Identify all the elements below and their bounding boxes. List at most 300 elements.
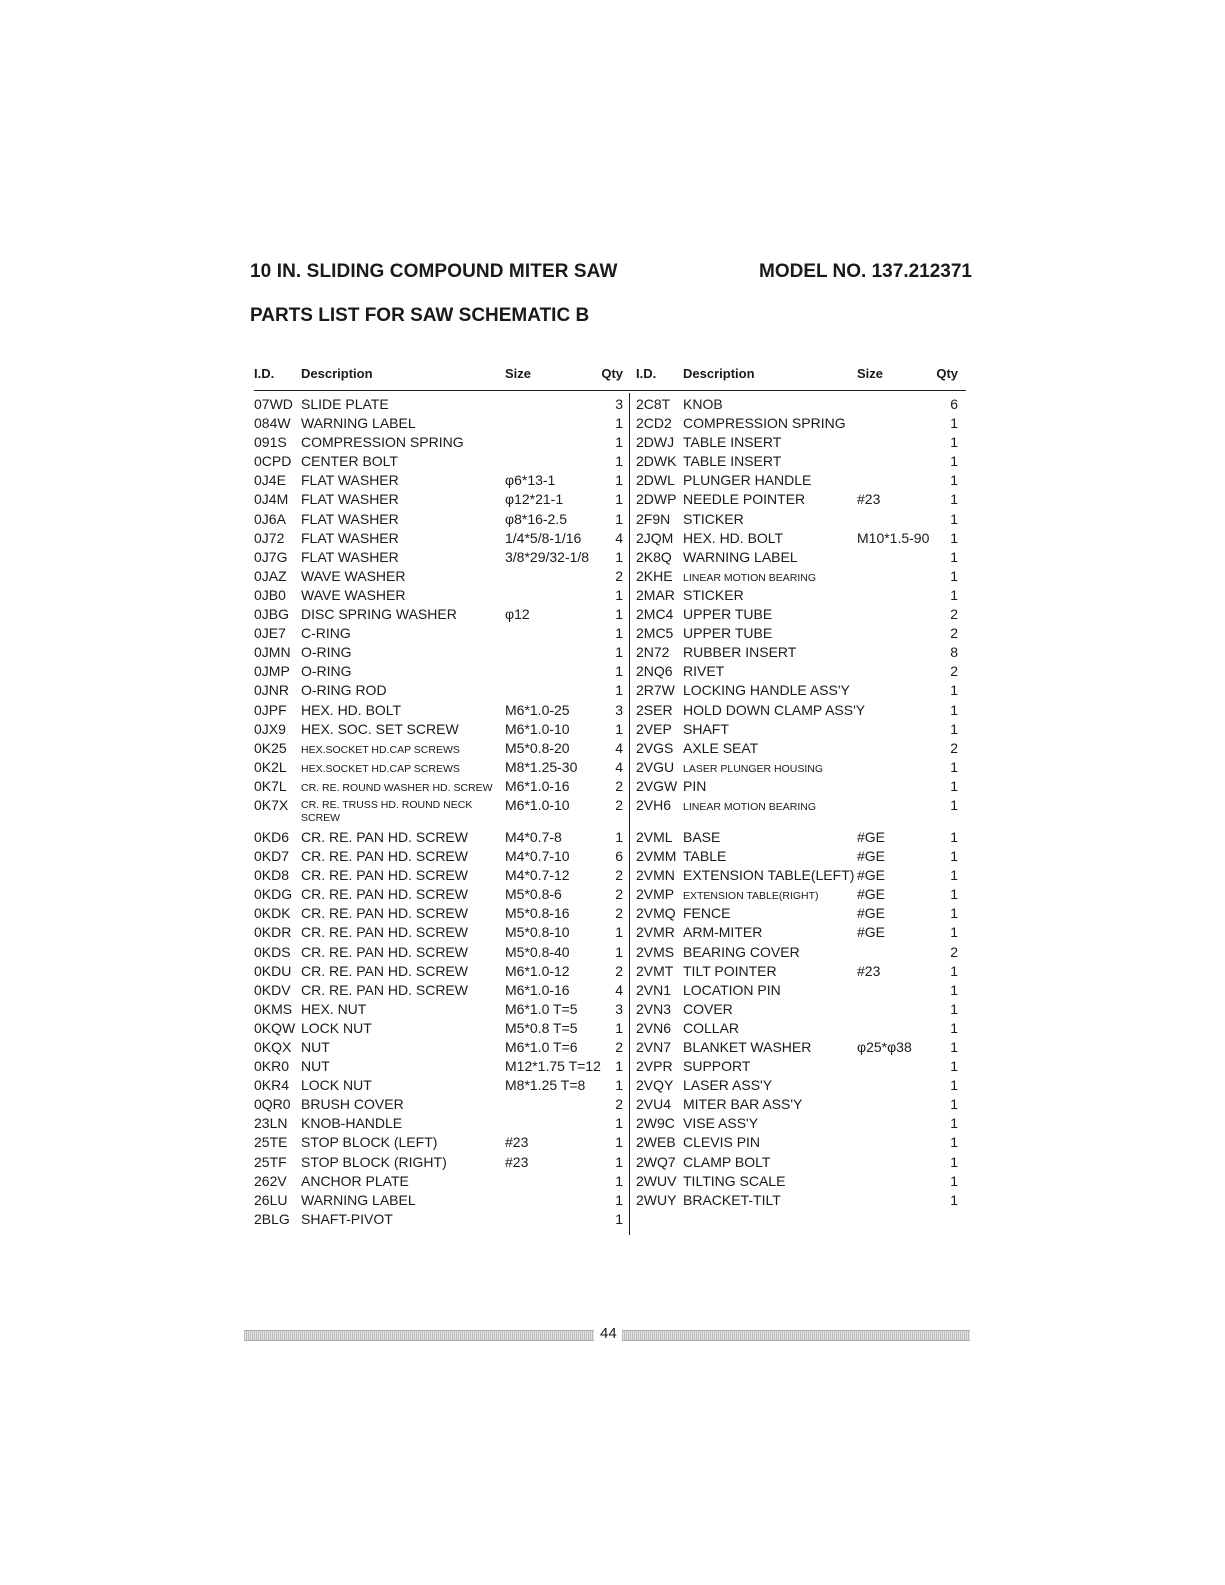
part-id: 25TF bbox=[254, 1153, 287, 1170]
part-id: 23LN bbox=[254, 1115, 288, 1132]
part-id: 2NQ6 bbox=[636, 663, 673, 680]
header-size: Size bbox=[857, 366, 884, 381]
part-id: 2C8T bbox=[636, 396, 671, 412]
part-id: 0KDG bbox=[254, 886, 293, 903]
part-size: M5*0.8 T=5 bbox=[505, 1019, 578, 1036]
part-description: KNOB bbox=[683, 396, 723, 412]
part-size: #GE bbox=[857, 848, 886, 865]
part-qty: 2 bbox=[615, 1039, 623, 1055]
table-row bbox=[636, 922, 966, 941]
part-qty: 1 bbox=[950, 1019, 958, 1036]
part-size: M6*1.0-10 bbox=[505, 720, 570, 737]
part-id: 0JE7 bbox=[254, 625, 286, 642]
part-id: 2KHE bbox=[636, 567, 673, 584]
part-size: #GE bbox=[857, 886, 886, 903]
part-id: 0K25 bbox=[254, 739, 287, 756]
part-description: COMPRESSION SPRING bbox=[301, 434, 464, 451]
part-id: 2VN3 bbox=[636, 1000, 672, 1017]
part-description: BEARING COVER bbox=[683, 943, 800, 960]
part-qty: 1 bbox=[950, 1153, 958, 1170]
part-description: WARNING LABEL bbox=[683, 548, 798, 565]
table-row bbox=[254, 1075, 628, 1094]
part-id: 25TE bbox=[254, 1134, 288, 1151]
part-id: 2JQM bbox=[636, 529, 674, 546]
part-size: φ25*φ38 bbox=[857, 1039, 912, 1055]
part-qty: 1 bbox=[950, 867, 958, 884]
part-description: CR. RE. ROUND WASHER HD. SCREW bbox=[301, 781, 493, 794]
part-description-line: CR. RE. TRUSS HD. ROUND NECK bbox=[301, 798, 473, 811]
part-size: 3/8*29/32-1/8 bbox=[505, 548, 590, 565]
part-qty: 1 bbox=[950, 981, 958, 998]
table-row bbox=[636, 585, 966, 604]
part-qty: 1 bbox=[950, 434, 958, 451]
table-row bbox=[254, 1094, 628, 1113]
part-qty: 1 bbox=[950, 1039, 958, 1055]
part-size: M10*1.5-90 bbox=[857, 529, 930, 546]
parts-list-subtitle: PARTS LIST FOR SAW SCHEMATIC B bbox=[250, 305, 590, 326]
part-description: WARNING LABEL bbox=[301, 1191, 416, 1208]
part-description: ANCHOR PLATE bbox=[301, 1172, 409, 1189]
part-id: 2MC4 bbox=[636, 606, 674, 623]
part-qty: 1 bbox=[615, 1191, 623, 1208]
part-qty: 1 bbox=[950, 796, 958, 813]
part-description: HEX.SOCKET HD.CAP SCREWS bbox=[301, 762, 460, 775]
part-qty: 1 bbox=[615, 1019, 623, 1036]
table-row bbox=[636, 1037, 966, 1056]
part-qty: 2 bbox=[950, 943, 958, 960]
table-row bbox=[636, 623, 966, 642]
part-qty: 1 bbox=[950, 1058, 958, 1075]
part-id: 0KDU bbox=[254, 962, 292, 979]
part-id: 2VMS bbox=[636, 943, 675, 960]
table-row bbox=[636, 942, 966, 961]
column-headers-left bbox=[254, 366, 628, 386]
part-size: #GE bbox=[857, 828, 886, 845]
table-row bbox=[636, 489, 966, 508]
part-qty: 1 bbox=[615, 606, 623, 623]
table-row bbox=[254, 827, 628, 846]
part-qty: 3 bbox=[615, 701, 623, 718]
table-row bbox=[636, 980, 966, 999]
table-row bbox=[636, 757, 966, 776]
part-id: 2W9C bbox=[636, 1115, 675, 1132]
part-id: 0JB0 bbox=[254, 586, 286, 603]
part-id: 0JMP bbox=[254, 663, 290, 680]
part-size: φ6*13-1 bbox=[505, 472, 556, 489]
table-row bbox=[636, 776, 966, 795]
part-qty: 2 bbox=[615, 796, 623, 813]
part-description: FLAT WASHER bbox=[301, 529, 399, 546]
part-qty: 1 bbox=[950, 1096, 958, 1113]
part-size: φ12 bbox=[505, 606, 530, 623]
part-id: 2VU4 bbox=[636, 1096, 672, 1113]
part-size: φ8*16-2.5 bbox=[505, 510, 568, 527]
part-id: 2VMT bbox=[636, 962, 674, 979]
table-row bbox=[636, 528, 966, 547]
part-description: ARM-MITER bbox=[683, 924, 763, 941]
table-row bbox=[254, 489, 628, 508]
table-row bbox=[254, 413, 628, 432]
part-description: BRACKET-TILT bbox=[683, 1191, 781, 1208]
table-row bbox=[254, 451, 628, 470]
part-qty: 1 bbox=[950, 415, 958, 432]
part-description: AXLE SEAT bbox=[683, 739, 759, 756]
part-description: CLEVIS PIN bbox=[683, 1134, 761, 1151]
part-qty: 1 bbox=[615, 828, 623, 845]
table-row bbox=[636, 903, 966, 922]
part-qty: 2 bbox=[950, 663, 958, 680]
part-description: LINEAR MOTION BEARING bbox=[683, 571, 817, 584]
part-id: 0K2L bbox=[254, 758, 287, 775]
part-qty: 1 bbox=[615, 586, 623, 603]
part-id: 0J72 bbox=[254, 529, 285, 546]
part-description: EXTENSION TABLE(LEFT) bbox=[683, 867, 855, 884]
part-id: 0J6A bbox=[254, 510, 286, 527]
part-description: RIVET bbox=[683, 663, 725, 680]
part-qty: 1 bbox=[615, 453, 623, 470]
part-qty: 4 bbox=[615, 981, 623, 998]
part-description: MITER BAR ASS'Y bbox=[683, 1096, 803, 1113]
part-id: 0KQX bbox=[254, 1039, 292, 1055]
part-description: SUPPORT bbox=[683, 1058, 751, 1075]
part-id: 2WEB bbox=[636, 1134, 676, 1151]
table-row bbox=[254, 1113, 628, 1132]
part-size: M5*0.8-40 bbox=[505, 943, 570, 960]
part-description: NEEDLE POINTER bbox=[683, 491, 806, 508]
part-description: COVER bbox=[683, 1000, 733, 1017]
table-row bbox=[636, 394, 966, 413]
table-row bbox=[636, 1190, 966, 1209]
part-qty: 1 bbox=[950, 510, 958, 527]
part-description: TABLE INSERT bbox=[683, 453, 782, 470]
part-qty: 1 bbox=[615, 548, 623, 565]
part-description: DISC SPRING WASHER bbox=[301, 606, 457, 623]
part-qty: 1 bbox=[615, 924, 623, 941]
table-row bbox=[254, 961, 628, 980]
part-id: 0KR0 bbox=[254, 1058, 290, 1075]
part-id: 2DWP bbox=[636, 491, 677, 508]
part-description: O-RING bbox=[301, 663, 352, 680]
part-qty: 1 bbox=[615, 1077, 623, 1094]
table-row bbox=[636, 999, 966, 1018]
part-id: 0JBG bbox=[254, 606, 290, 623]
table-row bbox=[636, 700, 966, 719]
table-row bbox=[636, 604, 966, 623]
parts-table-right bbox=[636, 366, 966, 1208]
part-qty: 1 bbox=[615, 510, 623, 527]
part-description: TABLE bbox=[683, 848, 727, 865]
table-row bbox=[636, 642, 966, 661]
part-description-line: SCREW bbox=[301, 811, 341, 824]
part-qty: 1 bbox=[950, 924, 958, 941]
part-description: FLAT WASHER bbox=[301, 548, 399, 565]
part-id: 2VMP bbox=[636, 886, 675, 903]
part-qty: 1 bbox=[950, 567, 958, 584]
table-row bbox=[254, 1018, 628, 1037]
table-row bbox=[636, 547, 966, 566]
part-description: PLUNGER HANDLE bbox=[683, 472, 812, 489]
part-qty: 1 bbox=[950, 1115, 958, 1132]
part-qty: 1 bbox=[950, 682, 958, 699]
table-row bbox=[636, 1113, 966, 1132]
table-row bbox=[636, 1056, 966, 1075]
part-qty: 1 bbox=[950, 828, 958, 845]
table-row bbox=[254, 1056, 628, 1075]
part-size: #23 bbox=[505, 1134, 529, 1151]
part-size: #23 bbox=[857, 962, 881, 979]
part-id: 0KDS bbox=[254, 943, 291, 960]
table-row bbox=[636, 1132, 966, 1151]
table-row bbox=[636, 884, 966, 903]
part-description: CR. RE. PAN HD. SCREW bbox=[301, 867, 468, 884]
part-id: 07WD bbox=[254, 396, 293, 412]
table-row bbox=[254, 757, 628, 776]
part-description: TILT POINTER bbox=[683, 962, 777, 979]
part-description: LASER ASS'Y bbox=[683, 1077, 773, 1094]
part-qty: 1 bbox=[950, 1000, 958, 1017]
part-size: M6*1.0 T=5 bbox=[505, 1000, 578, 1017]
table-row bbox=[636, 1094, 966, 1113]
part-size: M4*0.7-10 bbox=[505, 848, 570, 865]
part-qty: 1 bbox=[950, 720, 958, 737]
table-row bbox=[636, 865, 966, 884]
part-qty: 3 bbox=[615, 396, 623, 412]
header-qty: Qty bbox=[601, 366, 623, 381]
part-id: 0KMS bbox=[254, 1000, 293, 1017]
part-id: 2VN6 bbox=[636, 1019, 672, 1036]
part-description: STICKER bbox=[683, 510, 744, 527]
table-row bbox=[254, 1171, 628, 1190]
table-row bbox=[636, 846, 966, 865]
table-row bbox=[254, 585, 628, 604]
part-id: 0JMN bbox=[254, 644, 291, 661]
table-row bbox=[254, 623, 628, 642]
part-qty: 1 bbox=[615, 943, 623, 960]
table-row bbox=[254, 394, 628, 413]
part-qty: 1 bbox=[950, 701, 958, 718]
footer-bar-left bbox=[244, 1330, 594, 1341]
part-size: M8*1.25-30 bbox=[505, 758, 578, 775]
footer-bar-right bbox=[622, 1330, 970, 1341]
part-size: #GE bbox=[857, 924, 886, 941]
part-size: #23 bbox=[857, 491, 881, 508]
part-size: M6*1.0-10 bbox=[505, 796, 570, 813]
part-description: RUBBER INSERT bbox=[683, 644, 797, 661]
part-id: 0K7L bbox=[254, 777, 287, 794]
part-description: PIN bbox=[683, 777, 707, 794]
table-row bbox=[254, 942, 628, 961]
table-row bbox=[254, 922, 628, 941]
part-qty: 1 bbox=[615, 663, 623, 680]
table-row bbox=[636, 451, 966, 470]
part-qty: 1 bbox=[615, 434, 623, 451]
table-row bbox=[254, 884, 628, 903]
part-qty: 1 bbox=[950, 758, 958, 775]
part-id: 0CPD bbox=[254, 453, 292, 470]
part-size: M5*0.8-16 bbox=[505, 905, 570, 922]
table-row bbox=[636, 566, 966, 585]
part-qty: 2 bbox=[950, 739, 958, 756]
part-description: BASE bbox=[683, 828, 721, 845]
part-description: FLAT WASHER bbox=[301, 472, 399, 489]
part-qty: 1 bbox=[615, 644, 623, 661]
part-id: 0JPF bbox=[254, 701, 287, 718]
table-row bbox=[636, 432, 966, 451]
table-row bbox=[636, 738, 966, 757]
table-row bbox=[254, 1037, 628, 1056]
part-qty: 1 bbox=[615, 720, 623, 737]
part-size: M6*1.0-25 bbox=[505, 701, 570, 718]
part-id: 0KD7 bbox=[254, 848, 290, 865]
part-qty: 1 bbox=[950, 777, 958, 794]
part-size: M5*0.8-10 bbox=[505, 924, 570, 941]
part-id: 0QR0 bbox=[254, 1096, 291, 1113]
part-qty: 2 bbox=[615, 777, 623, 794]
part-qty: 4 bbox=[615, 758, 623, 775]
part-qty: 1 bbox=[615, 1134, 623, 1151]
part-description: HOLD DOWN CLAMP ASS'Y bbox=[683, 701, 866, 718]
part-id: 2N72 bbox=[636, 644, 670, 661]
document-title: 10 IN. SLIDING COMPOUND MITER SAW bbox=[250, 261, 618, 282]
table-row bbox=[254, 604, 628, 623]
part-description: HEX. HD. BOLT bbox=[301, 701, 402, 718]
part-qty: 1 bbox=[950, 491, 958, 508]
part-id: 2VEP bbox=[636, 720, 672, 737]
part-description: CR. RE. PAN HD. SCREW bbox=[301, 981, 468, 998]
part-id: 0KQW bbox=[254, 1019, 296, 1036]
part-description: LINEAR MOTION BEARING bbox=[683, 800, 817, 813]
part-description: VISE ASS'Y bbox=[683, 1115, 759, 1132]
part-id: 2DWJ bbox=[636, 434, 675, 451]
header-size: Size bbox=[505, 366, 532, 381]
part-qty: 1 bbox=[950, 453, 958, 470]
part-id: 2VGU bbox=[636, 758, 675, 775]
part-description: HEX. HD. BOLT bbox=[683, 529, 784, 546]
part-qty: 2 bbox=[615, 886, 623, 903]
part-id: 2WUY bbox=[636, 1191, 677, 1208]
part-description: CLAMP BOLT bbox=[683, 1153, 771, 1170]
table-row bbox=[636, 661, 966, 680]
part-description: KNOB-HANDLE bbox=[301, 1115, 403, 1132]
table-row bbox=[636, 1075, 966, 1094]
table-row bbox=[254, 566, 628, 585]
part-description: O-RING ROD bbox=[301, 682, 387, 699]
header-id: I.D. bbox=[636, 366, 657, 381]
part-id: 0KD6 bbox=[254, 828, 290, 845]
part-id: 0KR4 bbox=[254, 1077, 290, 1094]
part-qty: 1 bbox=[615, 415, 623, 432]
table-row bbox=[254, 642, 628, 661]
part-description: UPPER TUBE bbox=[683, 625, 773, 642]
table-row bbox=[254, 547, 628, 566]
part-size: M6*1.0 T=6 bbox=[505, 1039, 578, 1055]
left-rows bbox=[254, 394, 628, 1228]
table-row bbox=[636, 413, 966, 432]
part-qty: 8 bbox=[950, 644, 958, 661]
part-id: 0KDV bbox=[254, 981, 291, 998]
part-id: 091S bbox=[254, 434, 287, 451]
table-row bbox=[254, 846, 628, 865]
parts-table-left bbox=[254, 366, 628, 1227]
part-description: CR. RE. PAN HD. SCREW bbox=[301, 886, 468, 903]
part-size: 1/4*5/8-1/16 bbox=[505, 529, 582, 546]
part-qty: 4 bbox=[615, 739, 623, 756]
table-row bbox=[254, 661, 628, 680]
part-size: #GE bbox=[857, 905, 886, 922]
table-row bbox=[254, 470, 628, 489]
part-id: 0KDR bbox=[254, 924, 292, 941]
table-row bbox=[636, 509, 966, 528]
part-description: TILTING SCALE bbox=[683, 1172, 786, 1189]
table-row bbox=[254, 680, 628, 699]
part-qty: 1 bbox=[615, 1172, 623, 1189]
part-description: COLLAR bbox=[683, 1019, 740, 1036]
table-row bbox=[636, 719, 966, 738]
table-row bbox=[254, 432, 628, 451]
part-qty: 6 bbox=[615, 848, 623, 865]
part-qty: 1 bbox=[950, 962, 958, 979]
part-qty: 1 bbox=[615, 472, 623, 489]
table-row bbox=[254, 509, 628, 528]
table-row bbox=[254, 999, 628, 1018]
part-description: STOP BLOCK (RIGHT) bbox=[301, 1153, 447, 1170]
part-description bbox=[301, 799, 472, 825]
part-id: 2VMQ bbox=[636, 905, 676, 922]
part-qty: 3 bbox=[615, 1000, 623, 1017]
part-id: 2VML bbox=[636, 828, 673, 845]
part-description: HEX.SOCKET HD.CAP SCREWS bbox=[301, 743, 460, 756]
table-row bbox=[636, 680, 966, 699]
part-qty: 1 bbox=[950, 1134, 958, 1151]
part-id: 2VPR bbox=[636, 1058, 673, 1075]
part-id: 0JNR bbox=[254, 682, 290, 699]
part-id: 0K7X bbox=[254, 796, 289, 813]
part-description: CR. RE. PAN HD. SCREW bbox=[301, 905, 468, 922]
part-id: 2WUV bbox=[636, 1172, 677, 1189]
part-description: NUT bbox=[301, 1039, 330, 1055]
table-row bbox=[254, 738, 628, 757]
part-description: COMPRESSION SPRING bbox=[683, 415, 846, 432]
part-id: 2DWL bbox=[636, 472, 675, 489]
part-description: STOP BLOCK (LEFT) bbox=[301, 1134, 438, 1151]
part-description: TABLE INSERT bbox=[683, 434, 782, 451]
part-id: 0JAZ bbox=[254, 567, 287, 584]
part-qty: 1 bbox=[950, 1191, 958, 1208]
part-description: LOCK NUT bbox=[301, 1077, 372, 1094]
part-id: 2SER bbox=[636, 701, 673, 718]
header-description: Description bbox=[683, 366, 755, 381]
part-qty: 1 bbox=[615, 682, 623, 699]
part-id: 2VQY bbox=[636, 1077, 674, 1094]
part-description: WAVE WASHER bbox=[301, 586, 406, 603]
part-size: #GE bbox=[857, 867, 886, 884]
part-size: M5*0.8-20 bbox=[505, 739, 570, 756]
part-id: 2WQ7 bbox=[636, 1153, 676, 1170]
part-id: 2VMN bbox=[636, 867, 675, 884]
part-qty: 1 bbox=[950, 886, 958, 903]
part-size: M6*1.0-16 bbox=[505, 981, 570, 998]
part-id: 262V bbox=[254, 1172, 287, 1189]
right-rows bbox=[636, 394, 966, 1209]
part-id: 0JX9 bbox=[254, 720, 286, 737]
header-description: Description bbox=[301, 366, 373, 381]
part-description: CR. RE. PAN HD. SCREW bbox=[301, 962, 468, 979]
table-row bbox=[636, 1152, 966, 1171]
part-description: LOCK NUT bbox=[301, 1019, 372, 1036]
table-row bbox=[636, 961, 966, 980]
part-id: 2MAR bbox=[636, 586, 675, 603]
part-qty: 2 bbox=[615, 867, 623, 884]
